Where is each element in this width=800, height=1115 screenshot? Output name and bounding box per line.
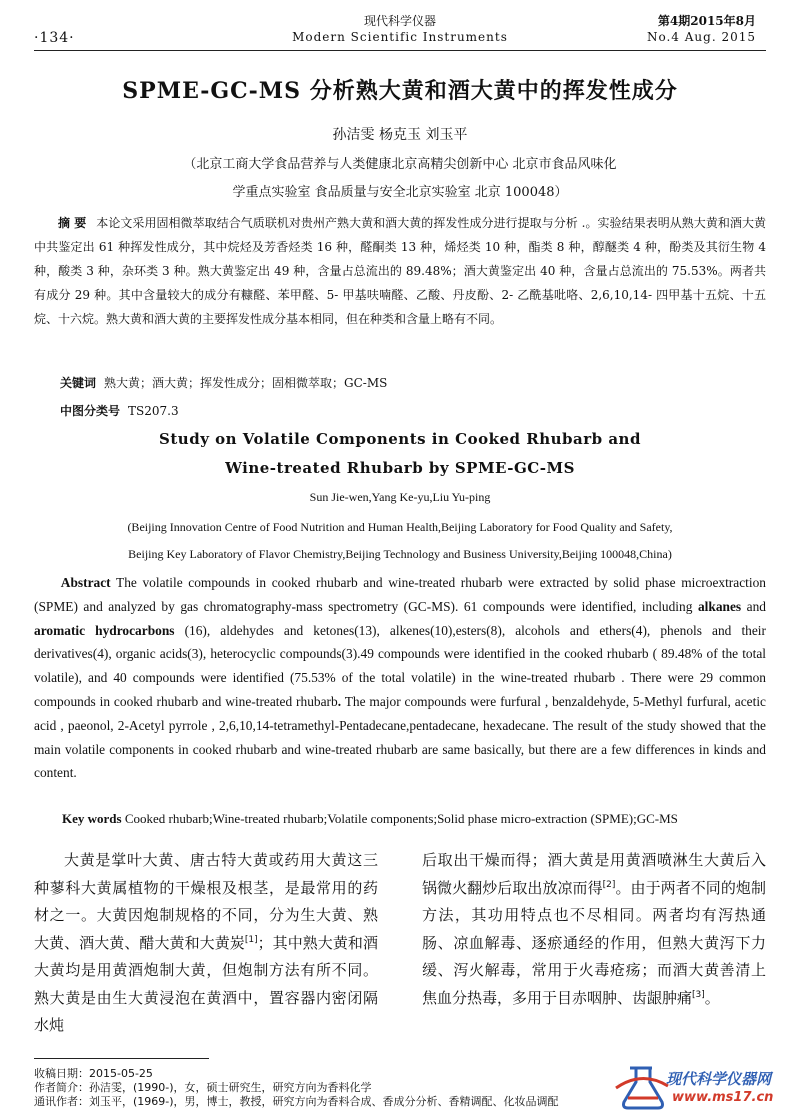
header-divider [34,50,766,51]
keywords-en-text: Cooked rhubarb;Wine-treated rhubarb;Volatile components;Solid phase micro-extraction (SPME);GC-MS [124,811,678,826]
footnote-author-bio: 作者简介：孙洁雯，(1990-)，女，硕士研究生，研究方向为香料化学 [34,1081,372,1094]
watermark-url[interactable]: www.ms17.cn [672,1090,774,1105]
abstract-en-emphasis: alkanes [697,598,742,614]
abstract-en-emphasis: . [337,693,342,709]
footnote-received-date: 收稿日期：2015-05-25 [34,1067,153,1080]
paper-title-en-line: Wine-treated Rhubarb by SPME-GC-MS [225,459,575,477]
abstract-en-emphasis: aromatic hydrocarbons [34,622,175,638]
abstract-en [34,571,766,785]
body-column-right [422,847,766,1012]
body-text: ；其中熟大黄和酒大黄均是用黄酒炮制大黄，但炮制方法有所不同。熟大黄是由生大黄浸泡在黄酒中，置容器内密闭隔水炖 [34,933,378,1034]
body-text: 大黄是掌叶大黄、唐古特大黄或药用大黄这三种蓼科大黄属植物的干燥根及根茎，是最常用的药材之一。大黄因炮制规格的不同，分为生大黄、熟大黄、酒大黄、醋大黄和大黄炭 [34,851,378,952]
authors-en: Sun Jie-wen,Yang Ke-yu,Liu Yu-ping [309,490,491,504]
abstract-en-text: and [741,598,766,614]
journal-name-cn: 现代科学仪器 [363,14,436,28]
citation-ref[interactable]: [3] [692,989,705,1000]
paper-title-cn: SPME-GC-MS 分析熟大黄和酒大黄中的挥发性成分 [122,78,678,104]
classification-number [60,402,179,419]
citation-ref[interactable]: [1] [244,934,258,945]
abstract-cn-text: 本论文采用固相微萃取结合气质联机对贵州产熟大黄和酒大黄的挥发性成分进行提取与分析 .。实验结果表明从熟大黄和酒大黄中共鉴定出 61 种挥发性成分，其中烷烃及芳香烃类 16 种，醛酮类 13 种，烯烃类 10 种，酯类 8 种，醇醚类 4 种，酚类及其衍生物 4 种，酸类 3 种，杂环类 3 种。熟大黄鉴定出 49 种，含量占总流出的 89.48%；酒大黄鉴定出 40 种，含量占总流出的 75.53%。两者共有成分 29 种。其中含量较大的成分有糠醛、苯甲醛、5- 甲基呋喃醛、乙酸、丹皮酚、2- 乙酰基吡咯、2,6,10,14- 四甲基十五烷、十五烷、十六烷。熟大黄和酒大黄的主要挥发性成分基本相同，但在种类和含量上略有不同。 [34,216,766,326]
body-text: 。由于两者不同的炮制方法，其功用特点也不尽相同。两者均有泻热通肠、凉血解毒、逐瘀通经的作用，但熟大黄泻下力缓、泻火解毒，常用于火毒疮疡；而酒大黄善清上焦血分热毒，多用于目赤咽肿、齿龈肿痛 [422,878,766,1007]
keywords-en [62,811,678,827]
classification-label: 中图分类号 [60,404,121,418]
classification-value: TS207.3 [128,404,179,418]
abstract-en-text: The major compounds were furfural , benzaldehyde, 5-Methyl furfural, acetic acid , paeonol, 2-Acetyl pyrrole , 2,6,10,14-tetramethyl-Pentadecane,pentadecane, hexadecane. The result of the study showed that the main volatile components in cooked rhubarb and wine-treated rhubarb are same basically, but there are a few differences in kinds and content. [34,693,767,781]
abstract-cn [34,211,766,331]
abstract-en-text: (16), aldehydes and ketones(13), alkenes(10),esters(8), alcohols and ethers(4), phenols and their derivatives(4), organic acids(3), heterocyclic compounds(3).49 compounds were identified in the cooked rhubarb ( 89.48% of the total volatile), and 40 compounds were identified (75.53% of the total volatile) in the wine-treated rhubarb . There were 29 common compounds in cooked rhubarb and wine-treated rhubarb [34,622,766,709]
affiliation-en-line: (Beijing Innovation Centre of Food Nutrition and Human Health,Beijing Laboratory for Food Quality and Safety, [127,520,673,534]
affiliation-cn-line: 学重点实验室 食品质量与安全北京实验室 北京 100048） [232,185,568,200]
body-column-left [34,847,378,1040]
affiliation-en-line: Beijing Key Laboratory of Flavor Chemistry,Beijing Technology and Business University,Beijing 100048,China) [128,547,672,561]
affiliation-cn-line: （北京工商大学食品营养与人类健康北京高精尖创新中心 北京市食品风味化 [183,157,617,172]
keywords-cn-text: 熟大黄；酒大黄；挥发性成分；固相微萃取；GC-MS [104,376,388,390]
abstract-en-label: Abstract [60,575,111,590]
keywords-en-label: Key words [62,811,122,826]
page-number: ·134· [34,30,75,46]
abstract-en-text: The volatile compounds in cooked rhubarb and wine-treated rhubarb were extracted by solid phase microextraction (SPME) and analyzed by gas chromatography-mass spectrometry (GC-MS). 61 compounds were identified, including [34,575,766,614]
paper-title-en-line: Study on Volatile Components in Cooked Rhubarb and [159,430,641,448]
footnote-corresponding-author: 通讯作者：刘玉平，(1969-)，男，博士，教授，研究方向为香料合成、香成分分析、香精调配、化妆品调配 [34,1095,559,1108]
body-text: 。 [704,988,720,1007]
issue-date-cn: 第4期2015年8月 [657,14,756,28]
abstract-cn-label: 摘 要 [58,216,87,230]
body-text: 后取出干燥而得；酒大黄是用黄酒喷淋生大黄后入锅微火翻炒后取出放凉而得 [422,851,766,897]
watermark-site-name: 现代科学仪器网 [666,1070,772,1088]
keywords-cn [60,374,387,391]
issue-date-en: No.4 Aug. 2015 [646,30,756,44]
journal-name-en: Modern Scientific Instruments [292,30,508,44]
keywords-cn-label: 关键词 [60,376,97,390]
footnote-divider [34,1058,209,1059]
authors-cn: 孙洁雯 杨克玉 刘玉平 [332,127,468,143]
citation-ref[interactable]: [2] [602,879,616,890]
